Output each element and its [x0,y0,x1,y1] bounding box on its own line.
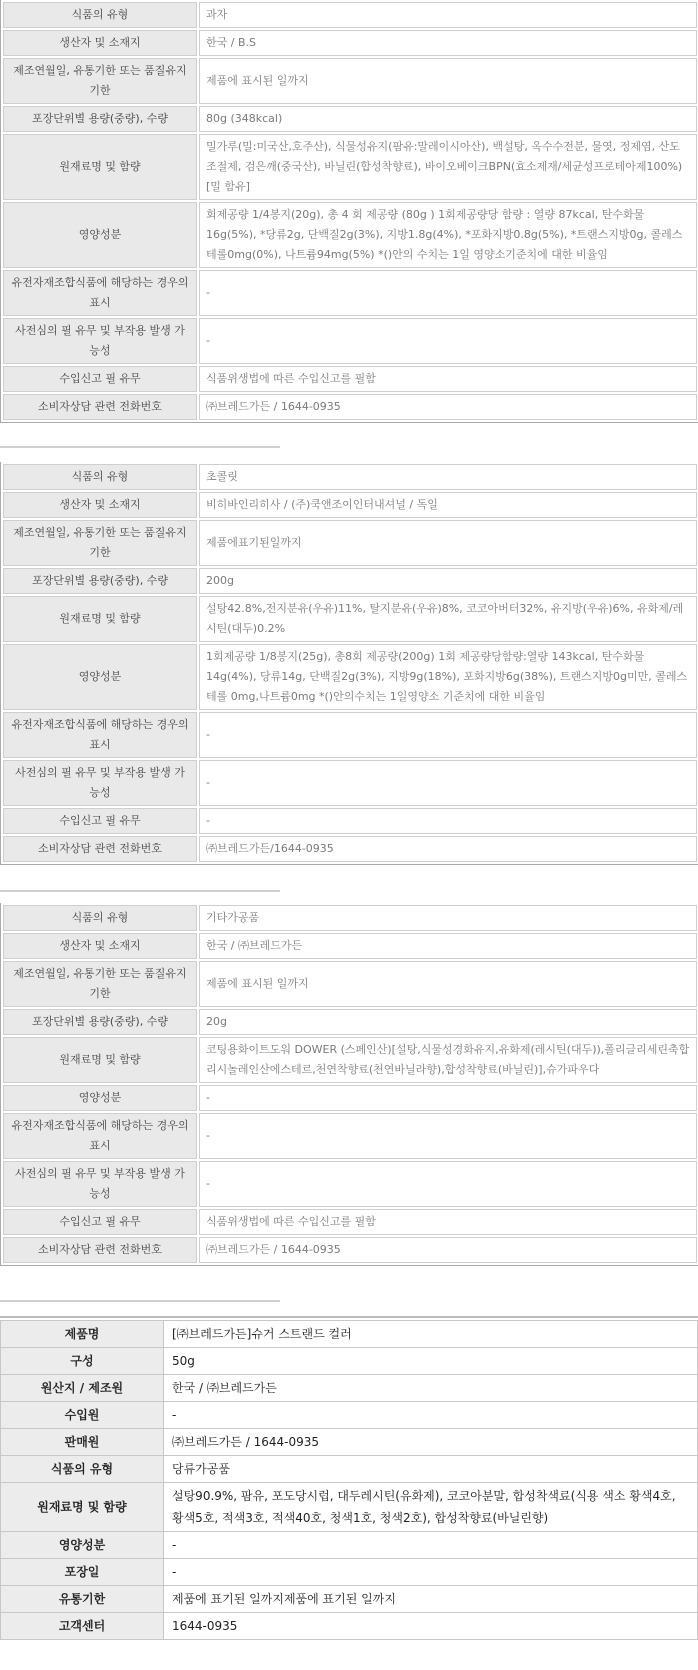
table-row [3,644,697,710]
table-row [3,202,697,268]
divider [0,890,280,892]
row-value: 기타가공품 [199,905,697,931]
row-label: 원재료명 및 함량 [1,1483,164,1532]
row-label: 제조연월일, 유통기한 또는 품질유지기한 [3,58,197,104]
table-row [1,1613,698,1640]
table-row [3,836,697,862]
row-label: 사전심의 필 유무 및 부작용 발생 가능성 [3,1161,197,1207]
product-info-table-3 [0,903,698,1266]
table-row [3,366,697,392]
row-label: 유전자재조합식품에 해당하는 경우의 표시 [3,1113,197,1159]
row-value: 20g [199,1009,697,1035]
row-value: ㈜브레드가든/1644-0935 [199,836,697,862]
row-value: 한국 / B.S [199,30,697,56]
row-value: ㈜브레드가든 / 1644-0935 [164,1429,698,1456]
row-value: 코팅용화이트도워 DOWER (스페인산)[설탕,식물성경화유지,유화제(레시틴(대두)),폴리글리세린축합리시놀레인산에스테르,천연착향료(천연바닐라향),합성착향료(바닐린)],슈가파우다 [199,1037,697,1083]
table-row [3,1237,697,1263]
table-row [3,492,697,518]
product-spec-table [0,1320,698,1640]
product-info-table-2 [0,462,698,865]
row-label: 제조연월일, 유통기한 또는 품질유지기한 [3,520,197,566]
product-info-table-1 [0,0,698,423]
row-label: 원산지 / 제조원 [1,1375,164,1402]
row-value: 당류가공품 [164,1456,698,1483]
row-label: 사전심의 필 유무 및 부작용 발생 가능성 [3,760,197,806]
row-value: 제품에 표시된 일까지 [199,58,697,104]
row-label: 포장단위별 용량(중량), 수량 [3,106,197,132]
table-row [1,1483,698,1532]
row-label: 생산자 및 소재지 [3,933,197,959]
row-label: 식품의 유형 [3,905,197,931]
table-row [1,1321,698,1348]
row-label: 영양성분 [3,1085,197,1111]
table-row [3,1085,697,1111]
row-value: 식품위생법에 따른 수입신고를 필함 [199,1209,697,1235]
row-label: 유통기한 [1,1586,164,1613]
row-label: 소비자상담 관련 전화번호 [3,394,197,420]
row-label: 구성 [1,1348,164,1375]
row-value: - [164,1532,698,1559]
table-row [1,1375,698,1402]
row-value: 80g (348kcal) [199,106,697,132]
table-row [3,2,697,28]
table-row [3,106,697,132]
row-value: 1회제공량 1/8봉지(25g), 총8회 제공량(200g) 1회 제공량당함량:열량 143kcal, 탄수화물14g(4%), 당류14g, 단백질2g(3%), 지방9g(18%), 포화지방6g(38%), 트랜스지방0g미만, 콜레스테롤 0mg,나트륨0mg *()안의수치는 1일영양소 기준치에 대한 비율임 [199,644,697,710]
table-row [3,933,697,959]
row-label: 수입신고 필 유무 [3,366,197,392]
row-value: 50g [164,1348,698,1375]
row-value: ㈜브레드가든 / 1644-0935 [199,394,697,420]
row-label: 생산자 및 소재지 [3,492,197,518]
table-row [3,1113,697,1159]
row-label: 수입신고 필 유무 [3,1209,197,1235]
row-label: 제조연월일, 유통기한 또는 품질유지기한 [3,961,197,1007]
row-value: - [199,760,697,806]
table-row [3,464,697,490]
row-label: 원재료명 및 함량 [3,596,197,642]
row-label: 수입원 [1,1402,164,1429]
row-value: 비히바인리히사 / (주)쿡앤조이인터내셔널 / 독일 [199,492,697,518]
table-row [1,1456,698,1483]
row-value: 1644-0935 [164,1613,698,1640]
table-row [3,1161,697,1207]
row-label: 영양성분 [3,644,197,710]
row-label: 고객센터 [1,1613,164,1640]
table-row [3,905,697,931]
row-label: 식품의 유형 [3,464,197,490]
row-value: 한국 / ㈜브레드가든 [199,933,697,959]
row-label: 판매원 [1,1429,164,1456]
row-value: - [199,808,697,834]
row-label: 생산자 및 소재지 [3,30,197,56]
row-label: 영양성분 [1,1532,164,1559]
row-label: 식품의 유형 [1,1456,164,1483]
row-value: - [199,270,697,316]
table-row [1,1402,698,1429]
row-value: [㈜브레드가든]슈거 스트랜드 컬러 [164,1321,698,1348]
row-value: 제품에 표기된 일까지제품에 표기된 일까지 [164,1586,698,1613]
table-row [3,808,697,834]
row-value: - [199,712,697,758]
divider [0,1300,280,1302]
table-row [3,1037,697,1083]
row-value: 식품위생법에 따른 수입신고를 필함 [199,366,697,392]
table-row [3,394,697,420]
table-row [3,1009,697,1035]
row-label: 포장일 [1,1559,164,1586]
row-label: 포장단위별 용량(중량), 수량 [3,568,197,594]
table-row [3,58,697,104]
row-value: 밀가루(밀:미국산,호주산), 식물성유지(팜유:말레이시아산), 백설탕, 옥수수전분, 물엿, 정제염, 산도조절제, 검은깨(중국산), 바닐린(합성착향료), 바이오베이크BPN(효소제재/세균성프로테아제100%) [밀 함유] [199,134,697,200]
row-value: 제품에 표시된 일까지 [199,961,697,1007]
row-value: 회제공량 1/4봉지(20g), 총 4 회 제공량 (80g ) 1회제공량당 함량 : 열량 87kcal, 탄수화물 16g(5%), *당류2g, 단백질2g(3%), 지방1.8g(4%), *포화지방0.8g(5%), *트랜스지방0g, 콜레스테롤0mg(0%), 나트륨94mg(5%) *()안의 수치는 1일 영양소기준치에 대한 비율임 [199,202,697,268]
row-value: 200g [199,568,697,594]
row-value: - [199,1085,697,1111]
row-label: 유전자재조합식품에 해당하는 경우의 표시 [3,712,197,758]
row-value: - [164,1559,698,1586]
row-value: 한국 / ㈜브레드가든 [164,1375,698,1402]
row-label: 원재료명 및 함량 [3,1037,197,1083]
row-value: - [199,1161,697,1207]
row-label: 영양성분 [3,202,197,268]
table-row [1,1532,698,1559]
divider [0,1316,698,1318]
row-value: 초콜릿 [199,464,697,490]
row-label: 소비자상담 관련 전화번호 [3,1237,197,1263]
table-row [3,134,697,200]
row-value: 제품에표기된일까지 [199,520,697,566]
table-row [3,568,697,594]
row-label: 제품명 [1,1321,164,1348]
table-row [1,1586,698,1613]
row-label: 식품의 유형 [3,2,197,28]
table-row [3,760,697,806]
row-label: 원재료명 및 함량 [3,134,197,200]
table-row [3,270,697,316]
table-row [3,520,697,566]
table-row [3,712,697,758]
table-row [3,961,697,1007]
row-value: - [199,1113,697,1159]
table-row [1,1429,698,1456]
row-label: 사전심의 필 유무 및 부작용 발생 가능성 [3,318,197,364]
table-row [3,1209,697,1235]
row-value: 설탕42.8%,전지분유(우유)11%, 탈지분유(우유)8%, 코코아버터32%, 유지방(우유)6%, 유화제/레시틴(대두)0.2% [199,596,697,642]
row-label: 포장단위별 용량(중량), 수량 [3,1009,197,1035]
table-row [1,1348,698,1375]
row-value: - [199,318,697,364]
row-value: 과자 [199,2,697,28]
row-value: - [164,1402,698,1429]
row-label: 유전자재조합식품에 해당하는 경우의 표시 [3,270,197,316]
row-label: 소비자상담 관련 전화번호 [3,836,197,862]
row-value: 설탕90.9%, 팜유, 포도당시럽, 대두레시틴(유화제), 코코아분말, 합성착색료(식용 색소 황색4호, 황색5호, 적색3호, 적색40호, 청색1호, 청색2호), 합성착향료(바닐린향) [164,1483,698,1532]
table-row [3,318,697,364]
row-label: 수입신고 필 유무 [3,808,197,834]
table-row [3,596,697,642]
table-row [1,1559,698,1586]
row-value: ㈜브레드가든 / 1644-0935 [199,1237,697,1263]
table-row [3,30,697,56]
divider [0,446,280,448]
